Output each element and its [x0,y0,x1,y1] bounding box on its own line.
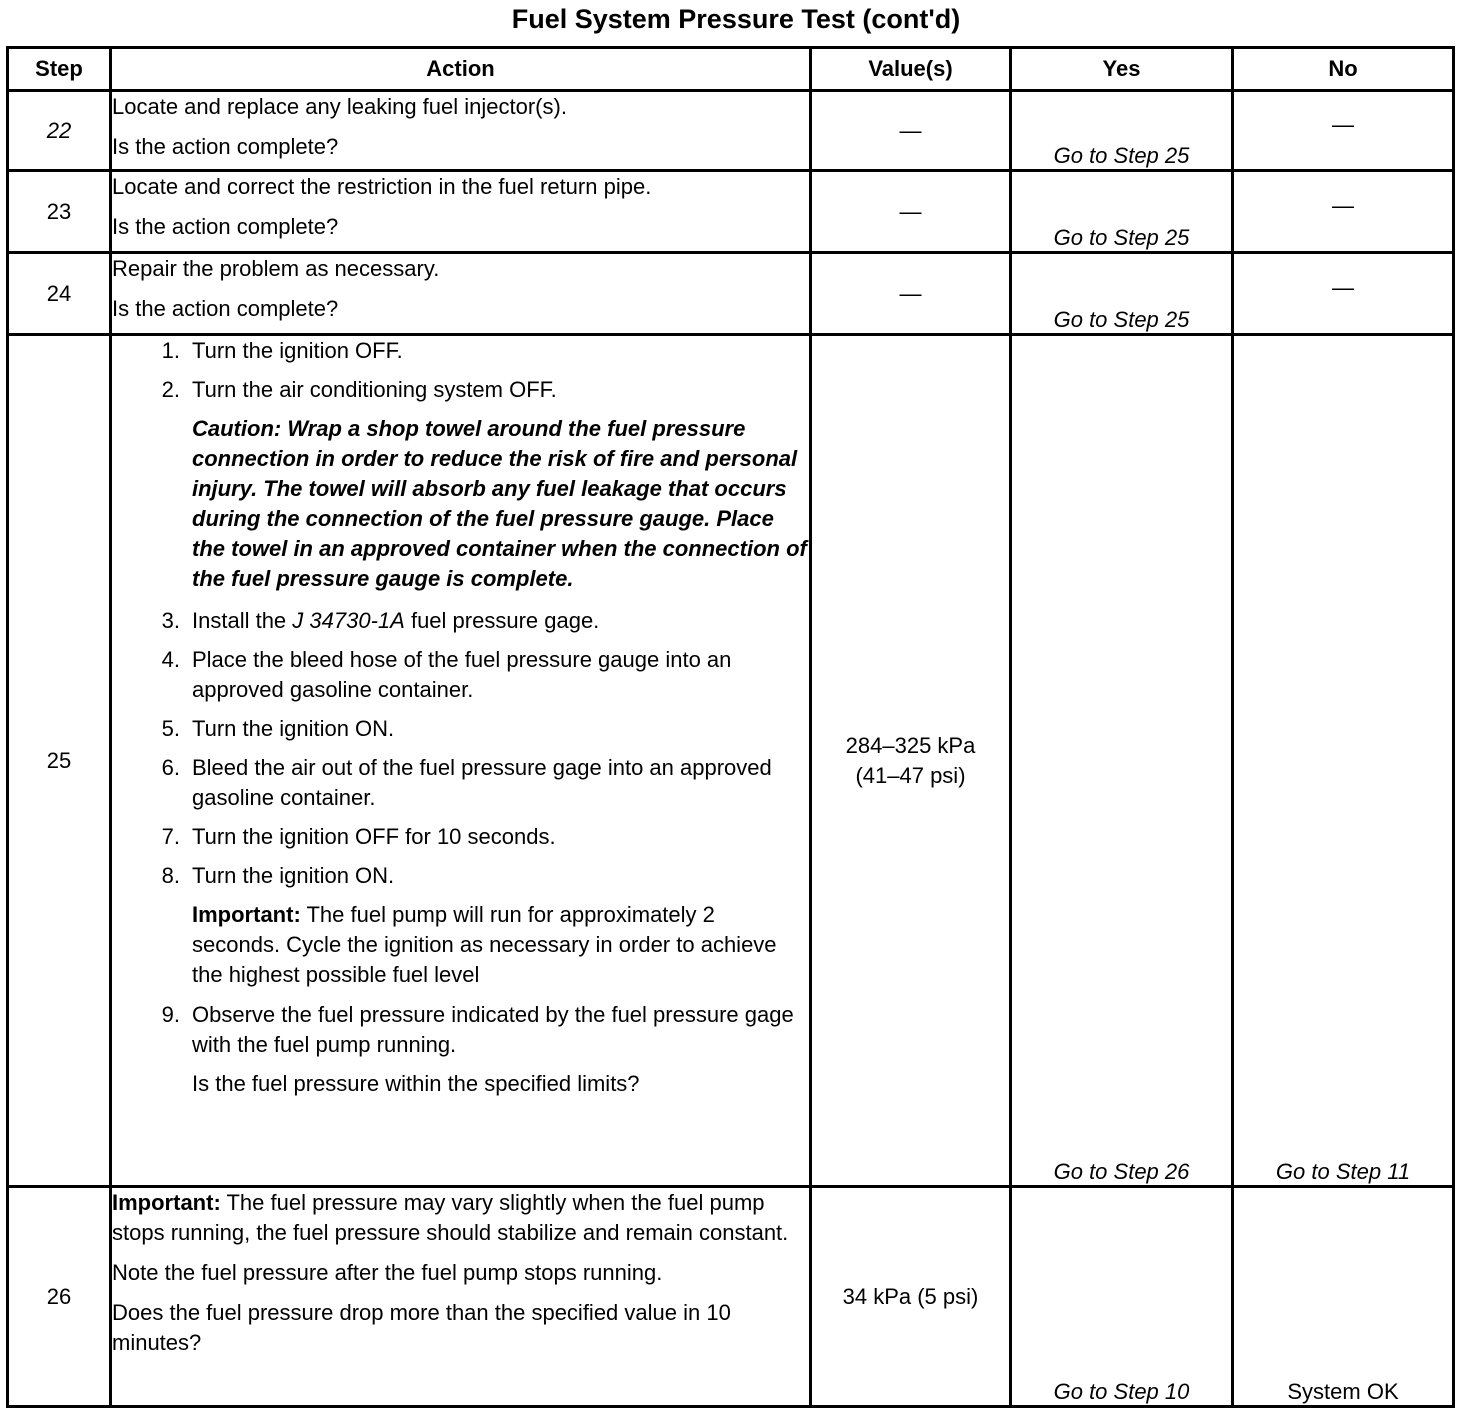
action-text: Locate and replace any leaking fuel injector(s). [112,94,567,119]
action-cell [111,171,811,253]
action-text: Repair the problem as necessary. [112,256,440,281]
list-item: 4. Place the bleed hose of the fuel pressure gauge into an approved gasoline container. [161,647,732,702]
table-header-row [8,48,1454,91]
list-item: 9. Observe the fuel pressure indicated by the fuel pressure gage with the fuel pump running. [161,1002,794,1057]
yes-cell: Go to Step 25 [1011,253,1233,335]
value-cell: 284–325 kPa (41–47 psi) [811,335,1011,1187]
value-cell: 34 kPa (5 psi) [811,1187,1011,1407]
step-number: 26 [8,1187,111,1407]
yes-cell: Go to Step 26 [1011,335,1233,1187]
header-step: Step [8,48,111,91]
table-row-step-26 [8,1187,1454,1407]
yes-cell: Go to Step 25 [1011,171,1233,253]
important-note: Important: The fuel pump will run for approximately 2 seconds. Cycle the ignition as necessary in order to achieve the highest possible fuel level [192,902,777,987]
action-question: Is the action complete? [112,214,339,239]
action-question: Is the action complete? [112,296,339,321]
no-cell: — [1233,91,1454,171]
no-cell: Go to Step 11 [1233,335,1454,1187]
header-no: No [1233,48,1454,91]
value-cell: — [811,91,1011,171]
action-cell [111,253,811,335]
action-cell [111,335,811,1187]
table-row-step-23 [8,171,1454,253]
list-item: 8. Turn the ignition ON. [161,863,395,888]
step-number: 23 [8,171,111,253]
list-item: 7. Turn the ignition OFF for 10 seconds. [161,824,556,849]
value-cell: — [811,171,1011,253]
step-number: 24 [8,253,111,335]
list-item: 6. Bleed the air out of the fuel pressure gage into an approved gasoline container. [161,755,772,810]
action-cell [111,91,811,171]
step-number: 25 [8,335,111,1187]
no-cell: System OK [1233,1187,1454,1407]
action-text: Note the fuel pressure after the fuel pump stops running. [112,1260,663,1285]
list-item: 2. Turn the air conditioning system OFF. [161,377,557,402]
important-note: Important: The fuel pressure may vary slightly when the fuel pump stops running, the fuel pressure should stabilize and remain constant. [112,1190,789,1245]
yes-cell: Go to Step 10 [1011,1187,1233,1407]
table-row-step-22 [8,91,1454,171]
caution-note: Caution: Wrap a shop towel around the fuel pressure connection in order to reduce the risk of fire and personal injury. The towel will absorb any fuel leakage that occurs during the connection of the fuel pressure gauge. Place the towel in an approved container when the connection of the fuel pressure gauge is complete. [192,416,807,591]
action-question: Is the action complete? [112,134,339,159]
value-cell: — [811,253,1011,335]
header-values: Value(s) [811,48,1011,91]
action-cell [111,1187,811,1407]
list-item: 1. Turn the ignition OFF. [161,338,403,363]
action-question: Is the fuel pressure within the specified limits? [192,1071,640,1096]
header-action: Action [111,48,811,91]
yes-cell: Go to Step 25 [1011,91,1233,171]
step-number: 22 [8,91,111,171]
list-item: 3. Install the J 34730-1A fuel pressure gage. [161,608,600,633]
procedure-table [6,46,1455,1408]
action-text: Locate and correct the restriction in the fuel return pipe. [112,174,652,199]
table-row-step-25 [8,335,1454,1187]
no-cell: — [1233,171,1454,253]
table-row-step-24 [8,253,1454,335]
page-title: Fuel System Pressure Test (cont'd) [511,4,961,34]
action-question: Does the fuel pressure drop more than the specified value in 10 minutes? [112,1300,731,1355]
list-item: 5. Turn the ignition ON. [161,716,395,741]
header-yes: Yes [1011,48,1233,91]
no-cell: — [1233,253,1454,335]
tool-number: J 34730-1A [292,608,405,633]
